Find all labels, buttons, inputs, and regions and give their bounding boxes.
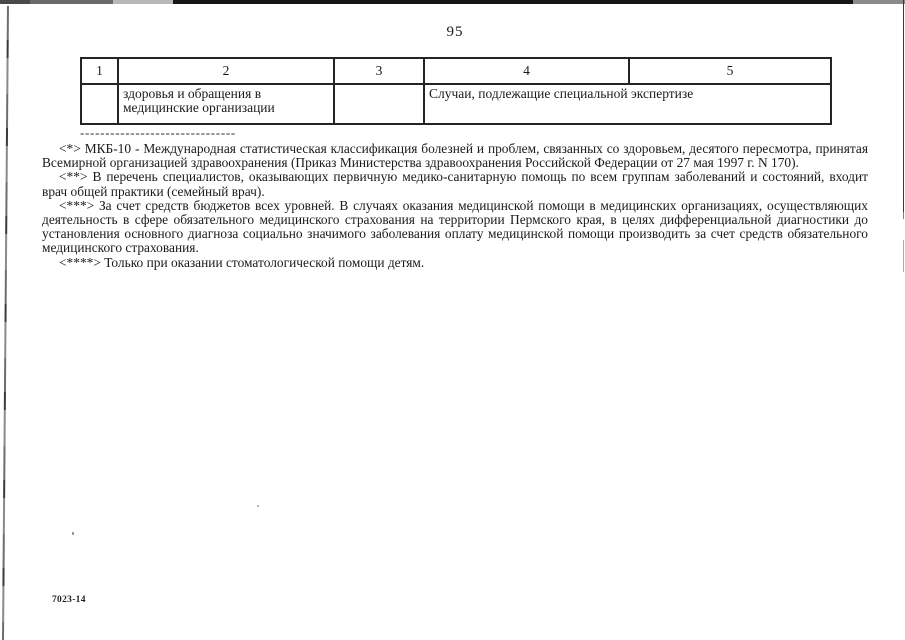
table-cell-col-1: [81, 84, 118, 124]
footnote-separator: -------------------------------: [80, 125, 236, 140]
footnote-2: <**> В перечень специалистов, оказывающих первичную медико-санитарную помощь по всем группам заболеваний и состояний, входит врач общей практики (семейный врач).: [42, 169, 868, 199]
scan-artifact-right-edge: [903, 0, 905, 212]
scan-artifact-right-edge: [903, 240, 905, 272]
table-header-col-5: 5: [629, 58, 831, 84]
table-cell-col-3: [334, 84, 424, 124]
page-number: 95: [446, 24, 464, 40]
table-row: [81, 84, 831, 124]
footnote-4: <****> Только при оказании стоматологической помощи детям.: [59, 254, 425, 270]
page-content: [42, 25, 868, 270]
footnote-3: <***> За счет средств бюджетов всех уровней. В случаях оказания медицинской помощи в медицинских организациях, осуществляющих деятельность в сфере обязательного медицинского страхования на территории Пермского края, в целях дифференциальной диагностики до установления основного диагноза социально значимого заболевания оплату медицинской помощи производить за счет средств обязательного медицинского страхования.: [42, 197, 868, 256]
scan-artifact-left-edge: [2, 6, 8, 640]
document-code: 7023-14: [52, 595, 86, 605]
scan-artifact-top-edge: [0, 0, 905, 4]
scan-artifact-right-edge: [903, 212, 905, 219]
table-cell-col-4-5-merged: Случаи, подлежащие специальной экспертизе: [424, 84, 831, 124]
dust-speck: [257, 505, 259, 507]
table-cell-col-2-text: здоровья и обращения в медицинские организации: [123, 86, 275, 115]
dust-speck: [72, 532, 74, 535]
table-cell-col-2: [118, 84, 334, 124]
table-header-col-2: 2: [118, 58, 334, 84]
footnote-1: <*> МКБ-10 - Международная статистическая классификация болезней и проблем, связанных со здоровьем, десятого пересмотра, принятая Всемирной организацией здравоохранения (Приказ Министерства здравоохранения Российской Федерации от 27 мая 1997 г. N 170).: [42, 141, 868, 171]
continuation-table: [80, 57, 832, 125]
footnotes-block: [42, 142, 868, 270]
table-header-col-3: 3: [334, 58, 424, 84]
table-header-col-4: 4: [424, 58, 629, 84]
table-header-col-1: 1: [81, 58, 118, 84]
table-header-row: [81, 58, 831, 84]
